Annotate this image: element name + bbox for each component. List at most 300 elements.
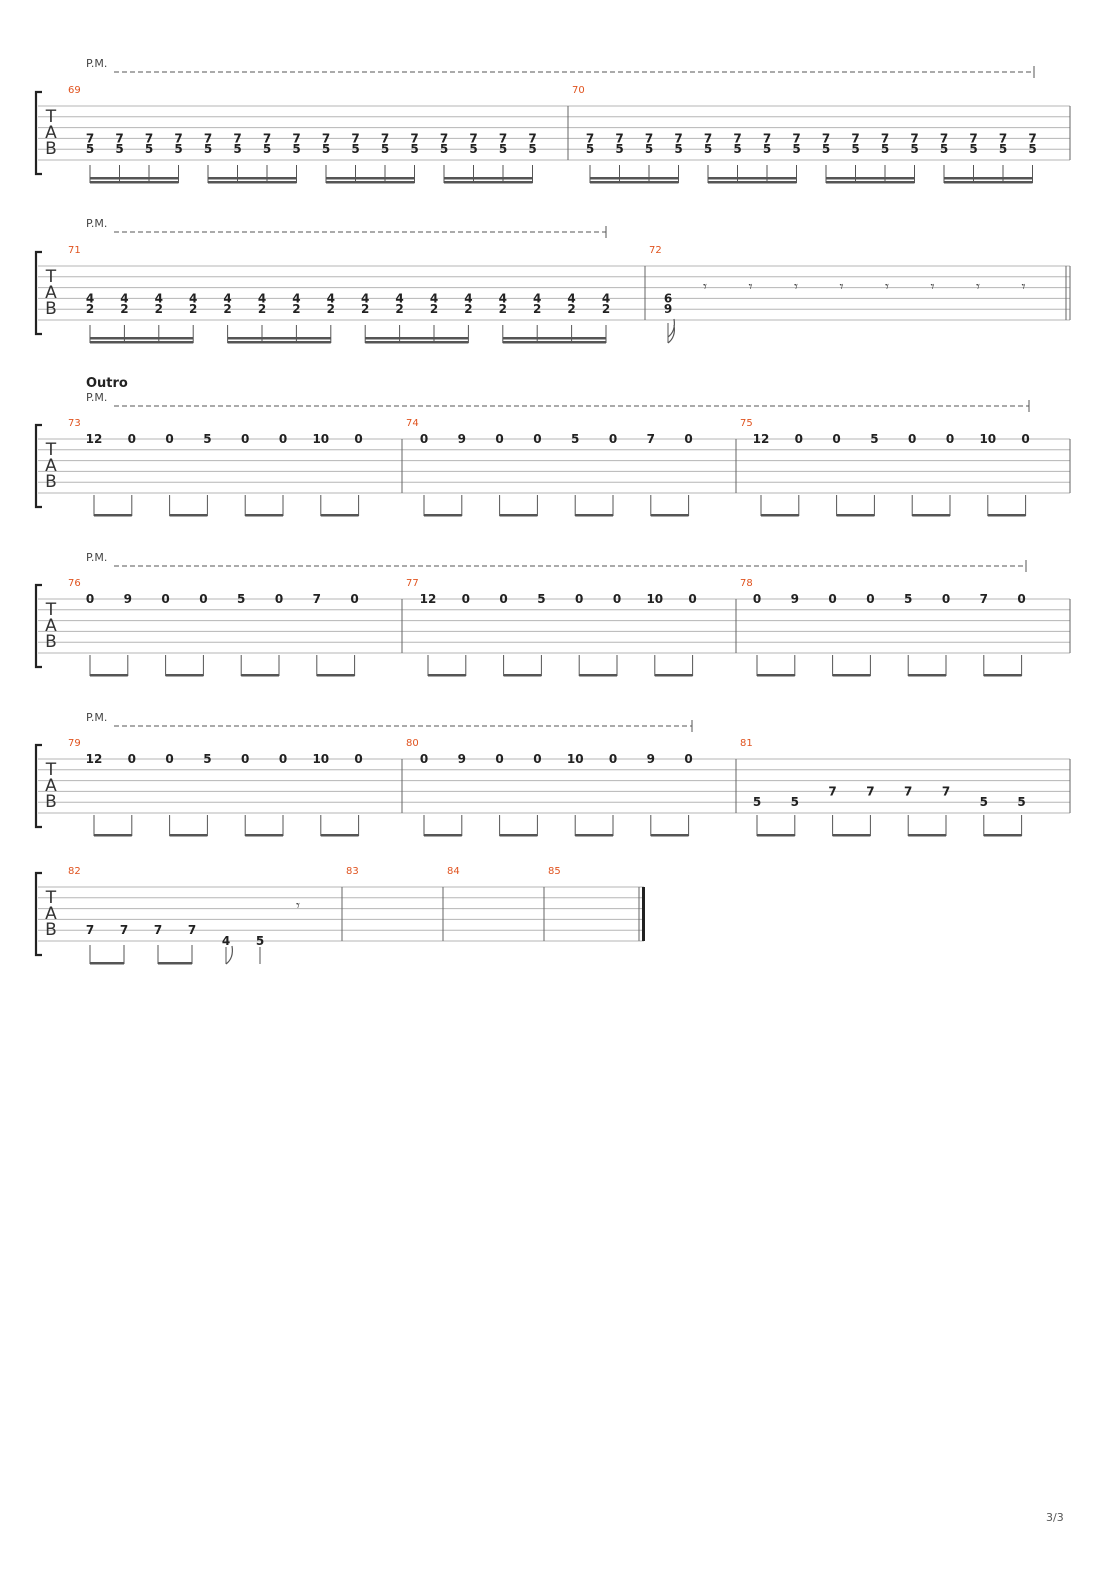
tab-clef-letter: B: [45, 792, 57, 812]
chord-note: [664, 291, 672, 316]
fret-number: 12: [85, 752, 103, 766]
note-beam: [166, 674, 204, 677]
fret-number: 2: [223, 302, 232, 317]
tab-system-6: [36, 866, 645, 965]
fret-number: 0: [1021, 432, 1030, 446]
fret-number: 0: [1017, 592, 1026, 606]
measure-74: [406, 418, 693, 517]
chord-note: [189, 291, 197, 316]
tab-clef-letter: T: [45, 440, 57, 460]
chord-note: [381, 131, 389, 156]
fret-number: 10: [312, 752, 330, 766]
fret-number: 10: [979, 432, 997, 446]
note-beam: [444, 181, 533, 184]
measure-number: 70: [572, 85, 585, 96]
fret-number: 7: [321, 131, 331, 146]
system-bracket: [36, 585, 42, 667]
chord-note: [881, 131, 889, 156]
measure-number: 78: [740, 578, 753, 589]
fret-number: 0: [945, 432, 955, 446]
tab-clef-letter: A: [45, 456, 57, 476]
fret-number: 0: [127, 752, 136, 766]
fret-number: 7: [380, 131, 390, 146]
fret-number: 5: [469, 142, 478, 157]
fret-number: 7: [941, 784, 951, 799]
fret-number: 5: [969, 142, 978, 157]
measure-76: [68, 578, 359, 677]
note-beam: [833, 834, 871, 837]
fret-number: 5: [537, 592, 546, 606]
fret-number: 5: [233, 142, 242, 157]
fret-number: 7: [439, 131, 449, 146]
fret-number: 4: [395, 291, 404, 306]
note-beam: [245, 834, 283, 837]
note-beam: [590, 177, 679, 180]
chord-note: [602, 291, 610, 316]
chord-note: [533, 291, 541, 316]
fret-number: 7: [828, 784, 837, 799]
chord-note: [586, 131, 594, 156]
note-beam: [170, 514, 208, 517]
fret-number: 0: [752, 592, 762, 606]
eighth-rest: 𝄾: [703, 277, 707, 296]
fret-number: 7: [904, 784, 913, 799]
measure-number: 81: [740, 738, 753, 749]
fret-number: 9: [457, 432, 466, 446]
measure-69: [68, 85, 537, 184]
system-bracket: [36, 873, 42, 955]
note-beam: [757, 834, 795, 837]
fret-number: 7: [153, 923, 163, 938]
palm-mute-label: P.M.: [86, 711, 108, 724]
fret-number: 0: [794, 432, 803, 446]
fret-number: 7: [615, 131, 624, 146]
chord-note: [999, 131, 1007, 156]
eighth-rest: 𝄾: [296, 896, 300, 915]
fret-number: 5: [904, 592, 913, 606]
note-beam: [708, 181, 797, 184]
note-beam: [94, 834, 132, 837]
note-beam: [708, 177, 797, 180]
tab-clef-letter: T: [45, 760, 57, 780]
measure-78: [740, 578, 1026, 677]
fret-number: 4: [361, 291, 370, 306]
chord-note: [851, 131, 859, 156]
fret-number: 0: [866, 592, 875, 606]
fret-number: 2: [257, 302, 267, 317]
fret-number: 5: [174, 142, 183, 157]
measure-75: [740, 418, 1030, 517]
chord-note: [940, 131, 948, 156]
fret-number: 10: [646, 592, 664, 606]
chord-note: [674, 131, 682, 156]
fret-number: 5: [203, 752, 212, 766]
fret-number: 4: [429, 291, 439, 306]
fret-number: 4: [223, 291, 232, 306]
fret-number: 5: [851, 142, 860, 157]
note-beam: [90, 674, 128, 677]
fret-number: 2: [601, 302, 611, 317]
fret-number: 7: [674, 131, 683, 146]
fret-number: 0: [127, 432, 136, 446]
fret-number: 9: [646, 752, 655, 766]
chord-note: [395, 291, 403, 316]
fret-number: 0: [199, 592, 208, 606]
fret-number: 7: [939, 131, 949, 146]
note-beam: [208, 181, 297, 184]
chord-note: [145, 131, 153, 156]
fret-number: 12: [419, 592, 437, 606]
final-bar-thick: [642, 887, 645, 941]
eighth-rest: 𝄾: [794, 277, 798, 296]
measure-77: [406, 578, 697, 677]
fret-number: 0: [908, 432, 917, 446]
chord-note: [258, 291, 266, 316]
measure-number: 71: [68, 245, 81, 256]
chord-note: [910, 131, 918, 156]
fret-number: 7: [119, 923, 129, 938]
measure-number: 79: [68, 738, 81, 749]
fret-number: 0: [241, 432, 250, 446]
fret-number: 7: [262, 131, 272, 146]
fret-number: 5: [237, 592, 246, 606]
fret-number: 10: [566, 752, 584, 766]
fret-number: 0: [612, 592, 622, 606]
measure-70: [572, 85, 1037, 184]
measure-84: [447, 866, 460, 877]
fret-number: 0: [461, 592, 470, 606]
measure-81: [740, 738, 1026, 837]
fret-number: 7: [762, 131, 772, 146]
fret-number: 7: [187, 923, 197, 938]
fret-number: 4: [154, 291, 163, 306]
fret-number: 4: [464, 291, 473, 306]
fret-number: 0: [575, 592, 584, 606]
note-beam: [326, 177, 415, 180]
chord-note: [292, 131, 300, 156]
tab-clef-letter: B: [45, 299, 57, 319]
fret-number: 5: [792, 142, 801, 157]
note-beam: [908, 674, 946, 677]
fret-number: 2: [120, 302, 129, 317]
fret-number: 2: [361, 302, 370, 317]
fret-number: 2: [464, 302, 473, 317]
tab-clef-letter: B: [45, 139, 57, 159]
measure-number: 75: [740, 418, 753, 429]
chord-note: [969, 131, 977, 156]
fret-number: 5: [1028, 142, 1037, 157]
chord-note: [204, 131, 212, 156]
fret-number: 5: [939, 142, 949, 157]
fret-number: 0: [165, 432, 174, 446]
fret-number: 5: [255, 934, 265, 948]
fret-number: 2: [498, 302, 507, 317]
fret-number: 5: [733, 142, 742, 157]
fret-number: 4: [257, 291, 267, 306]
chord-note: [351, 131, 359, 156]
chord-note: [733, 131, 741, 156]
note-beam: [208, 177, 297, 180]
fret-number: 0: [278, 752, 288, 766]
chord-note: [499, 131, 507, 156]
fret-number: 0: [533, 432, 542, 446]
eighth-rest: 𝄾: [885, 277, 889, 296]
fret-number: 5: [203, 432, 212, 446]
fret-number: 2: [429, 302, 439, 317]
fret-number: 7: [866, 784, 875, 799]
fret-number: 7: [733, 131, 742, 146]
fret-number: 5: [910, 142, 919, 157]
note-beam: [504, 674, 542, 677]
fret-number: 0: [684, 432, 693, 446]
fret-number: 2: [533, 302, 542, 317]
measure-85: [548, 866, 561, 877]
fret-number: 2: [85, 302, 95, 317]
note-beam: [655, 674, 693, 677]
note-beam: [158, 962, 192, 965]
fret-number: 7: [174, 131, 183, 146]
fret-number: 7: [821, 131, 831, 146]
note-beam: [90, 181, 179, 184]
fret-number: 2: [326, 302, 335, 317]
chord-note: [430, 291, 438, 316]
note-beam: [503, 337, 606, 340]
chord-note: [292, 291, 300, 316]
measure-number: 72: [649, 245, 662, 256]
fret-number: 5: [870, 432, 879, 446]
note-beam: [170, 834, 208, 837]
note-beam: [444, 177, 533, 180]
note-beam: [321, 514, 359, 517]
note-beam: [365, 337, 468, 340]
measure-number: 77: [406, 578, 419, 589]
tab-system-5: [36, 711, 1070, 837]
fret-number: 7: [233, 131, 242, 146]
measure-71: [68, 245, 610, 344]
note-beam: [912, 514, 950, 517]
fret-number: 9: [790, 592, 799, 606]
fret-number: 6: [663, 291, 673, 306]
note-beam: [590, 181, 679, 184]
tab-clef-letter: B: [45, 920, 57, 940]
fret-number: 5: [203, 142, 213, 157]
fret-number: 9: [663, 302, 673, 317]
eighth-rest: 𝄾: [930, 277, 935, 296]
measure-83: [346, 866, 359, 877]
measure-79: [68, 738, 363, 837]
note-beam: [94, 514, 132, 517]
fret-number: 7: [144, 131, 154, 146]
palm-mute-label: P.M.: [86, 217, 108, 230]
fret-number: 0: [278, 432, 288, 446]
fret-number: 5: [321, 142, 331, 157]
measure-number: 84: [447, 866, 460, 877]
chord-note: [115, 131, 123, 156]
fret-number: 7: [1028, 131, 1037, 146]
note-beam: [241, 674, 279, 677]
measure-number: 85: [548, 866, 561, 877]
system-bracket: [36, 92, 42, 174]
fret-number: 5: [1017, 795, 1026, 810]
eighth-rest: 𝄾: [1021, 277, 1026, 296]
fret-number: 0: [241, 752, 250, 766]
fret-number: 4: [189, 291, 198, 306]
measure-number: 74: [406, 418, 419, 429]
measure-number: 80: [406, 738, 419, 749]
note-beam: [326, 181, 415, 184]
tab-clef-letter: A: [45, 904, 57, 924]
note-beam: [826, 181, 915, 184]
palm-mute-label: P.M.: [86, 551, 108, 564]
tab-system-4: [36, 551, 1070, 677]
chord-note: [410, 131, 418, 156]
chord-note: [155, 291, 163, 316]
fret-number: 4: [498, 291, 507, 306]
fret-number: 0: [354, 432, 363, 446]
fret-number: 7: [292, 131, 301, 146]
fret-number: 12: [752, 432, 770, 446]
fret-number: 0: [165, 752, 174, 766]
fret-number: 4: [567, 291, 576, 306]
note-beam: [90, 341, 193, 344]
fret-number: 0: [832, 432, 841, 446]
fret-number: 0: [608, 752, 618, 766]
note-beam: [503, 341, 606, 344]
note-beam: [365, 341, 468, 344]
chord-note: [1028, 131, 1036, 156]
fret-number: 5: [752, 795, 762, 810]
section-title: Outro: [86, 376, 128, 391]
fret-number: 4: [120, 291, 129, 306]
fret-number: 5: [262, 142, 272, 157]
chord-note: [361, 291, 369, 316]
fret-number: 0: [350, 592, 359, 606]
chord-note: [120, 291, 128, 316]
fret-number: 4: [601, 291, 611, 306]
fret-number: 5: [351, 142, 360, 157]
fret-number: 0: [85, 592, 95, 606]
fret-number: 5: [85, 142, 95, 157]
fret-number: 5: [821, 142, 831, 157]
note-beam: [424, 834, 462, 837]
fret-number: 2: [154, 302, 163, 317]
chord-note: [763, 131, 771, 156]
eighth-rest: 𝄾: [839, 277, 844, 296]
tab-clef-letter: A: [45, 776, 57, 796]
measure-number: 73: [68, 418, 81, 429]
fret-number: 5: [674, 142, 683, 157]
fret-number: 0: [419, 432, 429, 446]
fret-number: 7: [312, 592, 321, 606]
fret-number: 5: [998, 142, 1008, 157]
fret-number: 5: [410, 142, 419, 157]
fret-number: 7: [410, 131, 419, 146]
fret-number: 4: [85, 291, 95, 306]
note-beam: [837, 514, 875, 517]
fret-number: 9: [457, 752, 466, 766]
chord-note: [567, 291, 575, 316]
note-beam: [90, 962, 124, 965]
system-bracket: [36, 252, 42, 334]
tab-clef-letter: B: [45, 632, 57, 652]
fret-number: 0: [354, 752, 363, 766]
note-beam: [651, 514, 689, 517]
measure-number: 76: [68, 578, 81, 589]
measure-73: [68, 418, 363, 517]
fret-number: 5: [703, 142, 713, 157]
fret-number: 5: [790, 795, 799, 810]
note-beam: [833, 674, 871, 677]
note-beam: [944, 181, 1033, 184]
chord-note: [499, 291, 507, 316]
tab-system-1: [36, 57, 1070, 184]
fret-number: 7: [792, 131, 801, 146]
note-beam: [944, 177, 1033, 180]
chord-note: [615, 131, 623, 156]
note-beam: [984, 674, 1022, 677]
note-flag: [226, 946, 232, 964]
fret-number: 7: [979, 592, 988, 606]
fret-number: 5: [292, 142, 301, 157]
chord-note: [223, 291, 231, 316]
eighth-rest: 𝄾: [748, 277, 753, 296]
measure-number: 69: [68, 85, 81, 96]
system-bracket: [36, 745, 42, 827]
fret-number: 5: [644, 142, 654, 157]
tab-clef-letter: T: [45, 600, 57, 620]
fret-number: 7: [969, 131, 978, 146]
note-beam: [228, 341, 331, 344]
fret-number: 2: [292, 302, 301, 317]
fret-number: 9: [123, 592, 132, 606]
note-beam: [321, 834, 359, 837]
fret-number: 7: [498, 131, 508, 146]
fret-number: 0: [419, 752, 429, 766]
fret-number: 5: [880, 142, 890, 157]
chord-note: [464, 291, 472, 316]
measure-72: [649, 245, 1026, 343]
fret-number: 7: [998, 131, 1008, 146]
system-bracket: [36, 425, 42, 507]
fret-number: 7: [115, 131, 124, 146]
fret-number: 7: [910, 131, 919, 146]
tab-clef-letter: T: [45, 888, 57, 908]
note-beam: [908, 834, 946, 837]
fret-number: 5: [979, 795, 988, 810]
fret-number: 0: [161, 592, 170, 606]
chord-note: [233, 131, 241, 156]
fret-number: 7: [703, 131, 713, 146]
fret-number: 5: [380, 142, 390, 157]
fret-number: 0: [274, 592, 284, 606]
fret-number: 4: [221, 934, 231, 948]
fret-number: 7: [351, 131, 360, 146]
fret-number: 0: [828, 592, 837, 606]
note-beam: [575, 834, 613, 837]
tab-clef-letter: B: [45, 472, 57, 492]
fret-number: 5: [762, 142, 772, 157]
fret-number: 5: [585, 142, 595, 157]
fret-number: 5: [571, 432, 580, 446]
note-beam: [228, 337, 331, 340]
chord-note: [704, 131, 712, 156]
chord-note: [174, 131, 182, 156]
tab-clef-letter: A: [45, 283, 57, 303]
note-beam: [984, 834, 1022, 837]
note-beam: [575, 514, 613, 517]
note-beam: [761, 514, 799, 517]
chord-note: [469, 131, 477, 156]
